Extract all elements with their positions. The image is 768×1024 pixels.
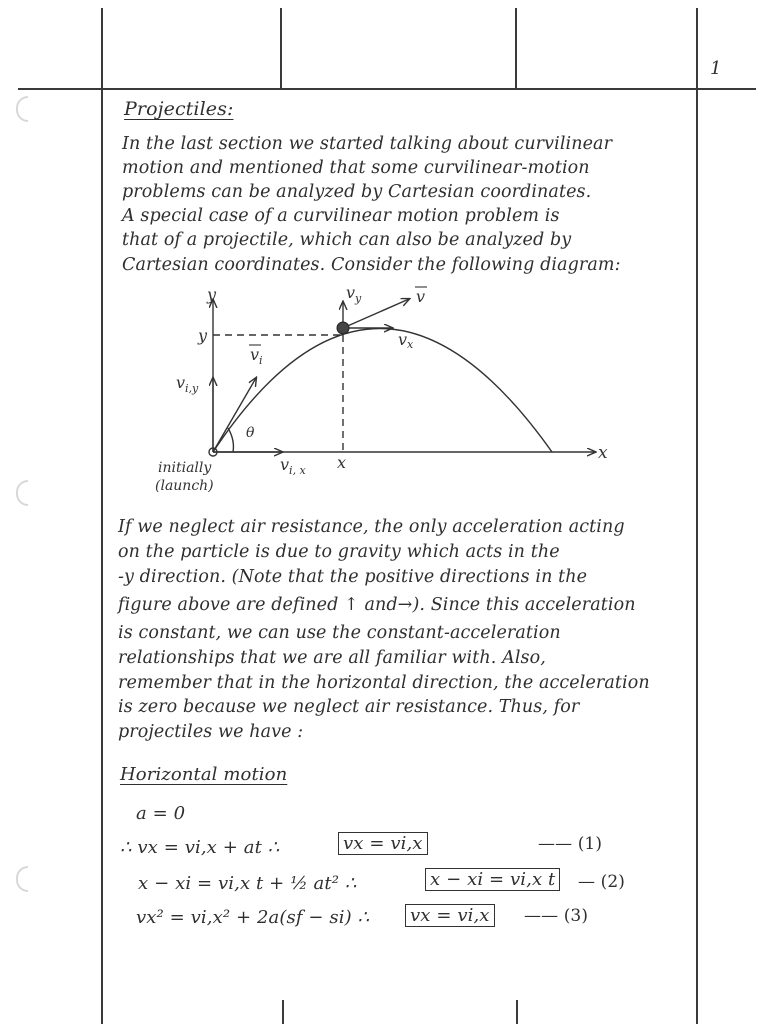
body-line-6: relationships that we are all familiar with. Also, (118, 648, 546, 668)
page-number: 1 (710, 58, 722, 79)
body-line-2: on the particle is due to gravity which acts in the (118, 542, 560, 562)
equation-2-boxed: x − xi = vi,x t (425, 868, 560, 891)
y-axis-label: y (207, 285, 217, 304)
v-label: v (416, 287, 426, 306)
intro-line-3: problems can be analyzed by Cartesian coordinates. (122, 182, 592, 202)
equation-1-left: ∴ vx = vi,x + at ∴ (120, 837, 280, 858)
intro-line-4: A special case of a curvilinear motion problem is (122, 206, 560, 226)
equation-1-number: —— (1) (538, 834, 603, 854)
equation-3-number: —— (3) (524, 906, 589, 926)
vx-label: vx (398, 330, 414, 351)
particle (337, 322, 349, 334)
body-line-8: is zero because we neglect air resistance. Thus, for (118, 697, 580, 717)
intro-line-2: motion and mentioned that some curvilinear-motion (122, 158, 590, 178)
vy-label: $v_y$ (346, 283, 362, 305)
body-line-9: projectiles we have : (118, 722, 304, 742)
body-line-4: figure above are defined ↑ and→). Since this acceleration (118, 595, 636, 615)
launch-label-2: (launch) (155, 478, 214, 494)
x-axis-label: x (598, 443, 608, 463)
equation-2-left: x − xi = vi,x t + ½ at² ∴ (138, 873, 357, 894)
equation-2-number: — (2) (578, 872, 625, 892)
equation-3-left: vx² = vi,x² + 2a(sf − si) ∴ (136, 907, 370, 928)
equation-3-boxed: vx = vi,x (405, 904, 495, 927)
y-point-label: y (198, 326, 208, 345)
heading-projectiles: Projectiles: (124, 98, 234, 120)
equation-1-boxed: vx = vi,x (338, 832, 428, 855)
body-line-5: is constant, we can use the constant-acceleration (118, 623, 561, 643)
intro-line-6: Cartesian coordinates. Consider the following diagram: (122, 255, 621, 275)
body-line-3: -y direction. (Note that the positive directions in the (118, 567, 588, 587)
x-point-label: x (337, 453, 347, 472)
intro-line-1: In the last section we started talking about curvilinear (122, 134, 613, 154)
trajectory-curve (213, 329, 552, 453)
section-horizontal-motion: Horizontal motion (120, 764, 288, 785)
theta-label: θ (246, 425, 255, 441)
body-line-1: If we neglect air resistance, the only acceleration acting (118, 517, 625, 537)
v-arrow (343, 299, 409, 328)
theta-arc (228, 428, 233, 452)
viy-label: $v_{i,y}$ (176, 373, 199, 395)
vix-label: $v_{i, x}$ (280, 455, 306, 477)
equation-a-zero: a = 0 (136, 803, 186, 824)
body-line-7: remember that in the horizontal direction, the acceleration (118, 673, 650, 693)
intro-line-5: that of a projectile, which can also be analyzed by (122, 230, 572, 250)
vi-label: $v_i$ (250, 345, 263, 367)
launch-label-1: initially (158, 460, 212, 476)
